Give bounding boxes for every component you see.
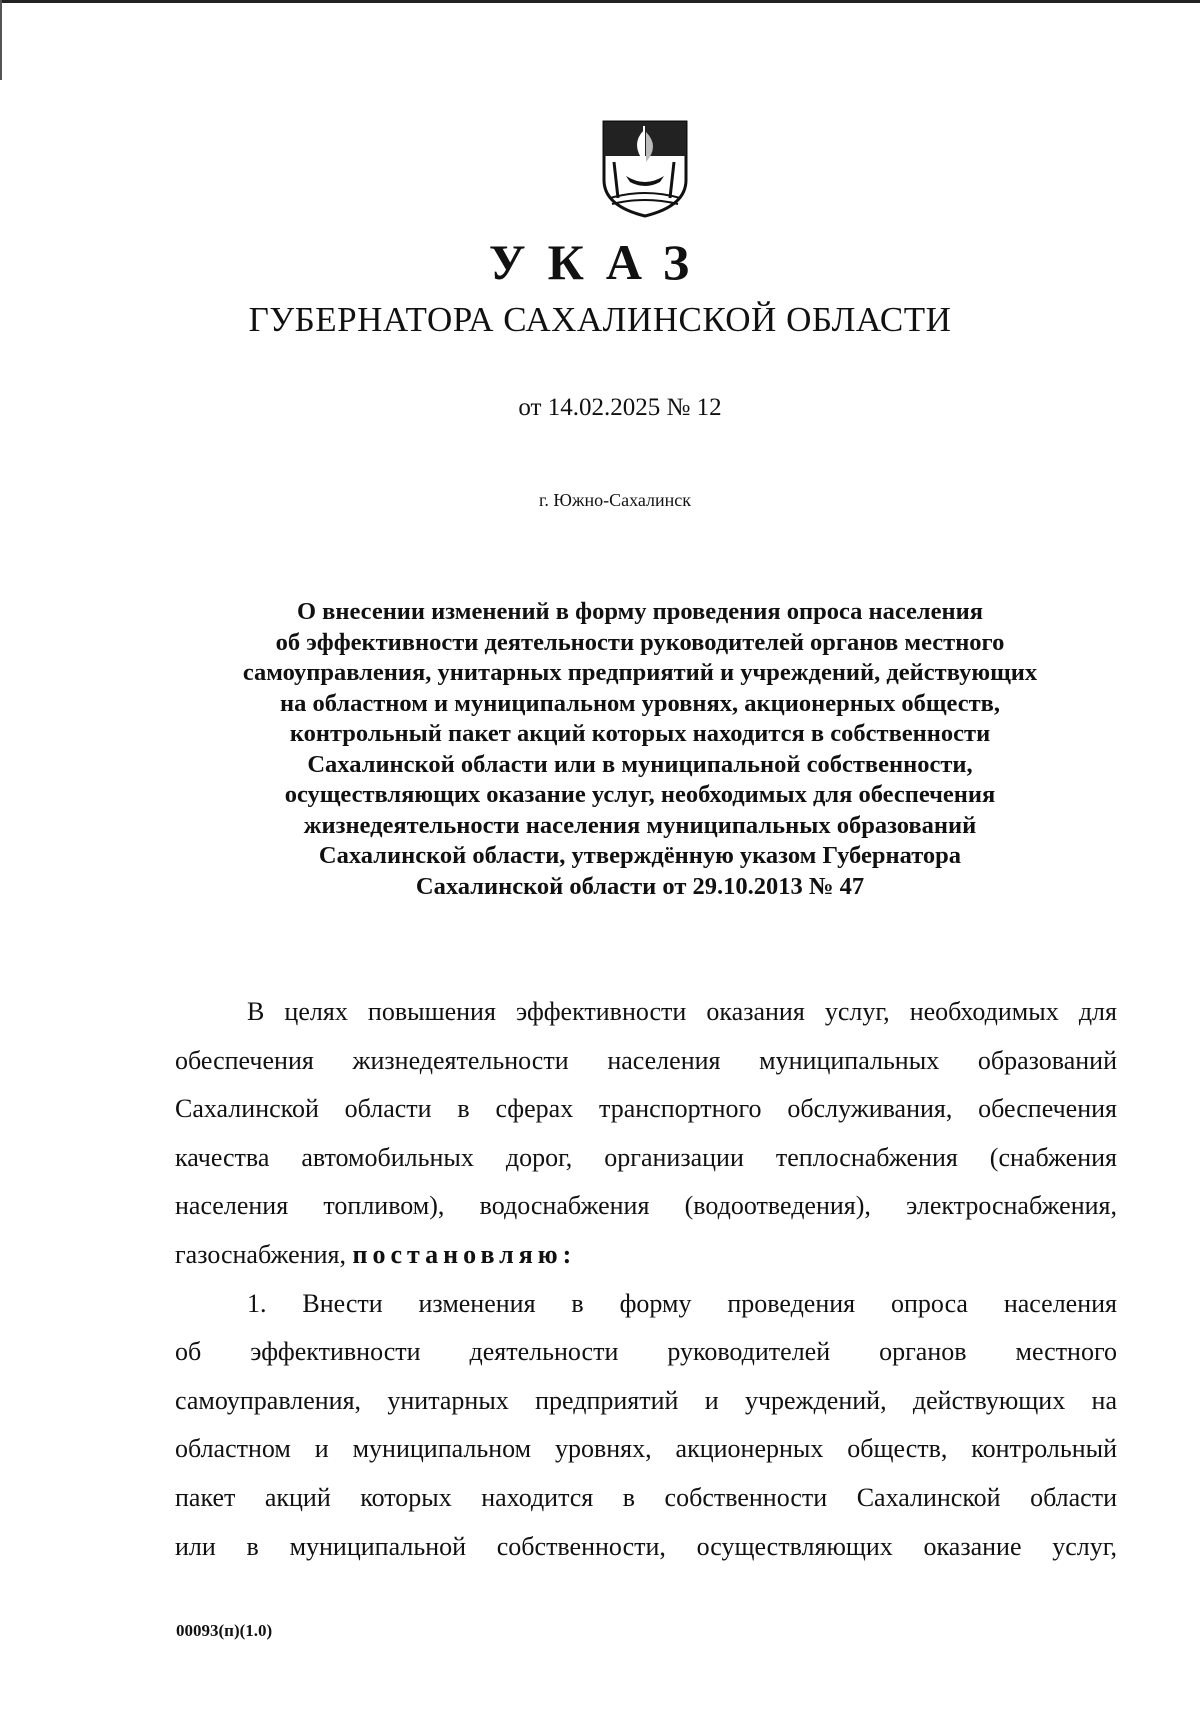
document-title: УКАЗ: [488, 234, 712, 290]
document-city: г. Южно-Сахалинск: [538, 490, 692, 510]
scan-top-border: [0, 0, 1200, 3]
body-line-decree: [175, 1231, 1117, 1280]
document-body: [175, 988, 1117, 1571]
heading-line: контрольный пакет акций которых находится в собственности: [289, 720, 991, 747]
intro-paragraph: [175, 988, 1117, 1280]
body-line-text: газоснабжения,: [175, 1239, 353, 1269]
document-heading: [160, 597, 1120, 902]
heading-line: на областном и муниципальном уровнях, акционерных обществ,: [280, 689, 1000, 717]
item-1-paragraph: [175, 1280, 1117, 1572]
body-line: об эффективности деятельности руководителей органов местного: [175, 1337, 1117, 1367]
body-line: областном и муниципальном уровнях, акционерных обществ, контрольный: [175, 1434, 1117, 1464]
body-line: населения топливом), водоснабжения (водоотведения), электроснабжения,: [175, 1191, 1117, 1221]
heading-line: самоуправления, унитарных предприятий и учреждений, действующих: [242, 659, 1038, 686]
body-line: В целях повышения эффективности оказания услуг, необходимых для: [247, 997, 1117, 1026]
document-date-number: от 14.02.2025 № 12: [518, 394, 722, 421]
scan-left-border: [0, 0, 2, 80]
heading-line: Сахалинской области или в муниципальной собственности,: [307, 750, 973, 778]
body-line: качества автомобильных дорог, организации теплоснабжения (снабжения: [175, 1142, 1117, 1172]
heading-line: Сахалинской области от 29.10.2013 № 47: [415, 872, 865, 900]
body-line: или в муниципальной собственности, осуществляющих оказание услуг,: [175, 1531, 1117, 1561]
body-line: пакет акций которых находится в собственности Сахалинской области: [175, 1482, 1117, 1512]
heading-line: жизнедеятельности населения муниципальных образований: [303, 811, 977, 839]
body-line: самоуправления, унитарных предприятий и учреждений, действующих на: [175, 1385, 1117, 1415]
body-line: 1. Внести изменения в форму проведения опроса населения: [247, 1288, 1117, 1318]
decree-word: постановляю:: [352, 1239, 577, 1269]
body-line: Сахалинской области в сферах транспортного обслуживания, обеспечения: [175, 1094, 1117, 1124]
body-line: обеспечения жизнедеятельности населения муниципальных образований: [175, 1045, 1117, 1075]
heading-line: об эффективности деятельности руководителей органов местного: [275, 628, 1005, 656]
heading-line: осуществляющих оказание услуг, необходимых для обеспечения: [284, 781, 996, 808]
heading-line: Сахалинской области, утверждённую указом Губернатора: [318, 842, 962, 869]
coat-of-arms-icon: [600, 118, 690, 218]
document-subtitle: ГУБЕРНАТОРА САХАЛИНСКОЙ ОБЛАСТИ: [248, 300, 952, 339]
heading-line: О внесении изменений в форму проведения опроса населения: [296, 598, 984, 625]
document-footer-code: 00093(п)(1.0): [176, 1621, 273, 1640]
